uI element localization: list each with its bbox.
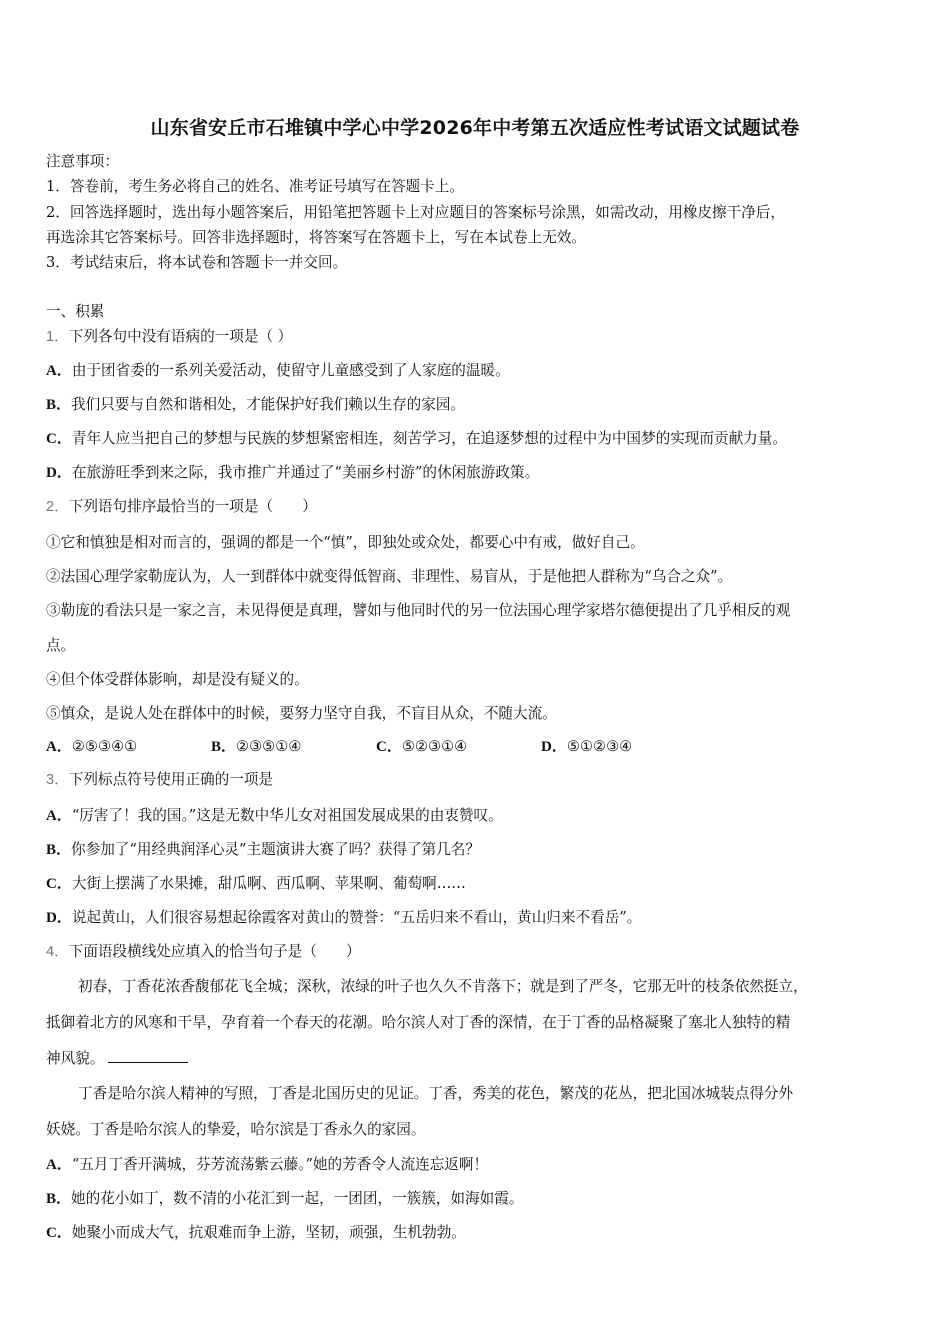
question-number: 1． — [46, 329, 69, 345]
question-2-stem — [46, 497, 317, 517]
option-text: 青年人应当把自己的梦想与民族的梦想紧密相连，刻苦学习，在追逐梦想的过程中为中国梦的实现而贡献力量。 — [71, 430, 787, 447]
option-text: 她聚小而成大气，抗艰难而争上游，坚韧，顽强，生机勃勃。 — [71, 1224, 466, 1241]
q2-sentence: ③勒庞的看法只是一家之言，未见得便是真理，譬如与他同时代的另一位法国心理学家塔尔德便提出了几乎相反的观 — [46, 602, 791, 619]
option-text: ②③⑤①④ — [236, 738, 302, 755]
option-label: D． — [46, 465, 72, 481]
notice-heading: 注意事项： — [46, 153, 119, 170]
option-text: 由于团省委的一系列关爱活动，使留守儿童感受到了人家庭的温暖。 — [71, 362, 510, 379]
q1-option-d — [46, 463, 539, 483]
option-label: C． — [46, 1225, 72, 1241]
option-text: 大街上摆满了水果摊，甜瓜啊、西瓜啊、苹果啊、葡萄啊…… — [71, 875, 466, 892]
passage-text: 神风貌。 — [46, 1050, 105, 1067]
q2-sentence: ①它和慎独是相对而言的，强调的都是一个“慎”，即独处或众处，都要心中有戒，做好自己。 — [46, 534, 645, 551]
option-label: A． — [46, 739, 72, 755]
question-text: 下列标点符号使用正确的一项是 — [68, 771, 274, 788]
option-text: 在旅游旺季到来之际，我市推广并通过了“美丽乡村游”的休闲旅游政策。 — [71, 464, 540, 481]
question-1-stem — [46, 327, 292, 347]
option-text: ⑤①②③④ — [566, 738, 633, 755]
q3-option-d — [46, 908, 641, 928]
q1-option-b — [46, 395, 465, 415]
q4-option-c — [46, 1223, 466, 1243]
option-label: B． — [46, 842, 72, 858]
option-text: 我们只要与自然和谐相处，才能保护好我们赖以生存的家园。 — [71, 396, 466, 413]
notice-item: 再选涂其它答案标号。回答非选择题时，将答案写在答题卡上，写在本试卷上无效。 — [46, 229, 586, 246]
q2-option-c — [376, 737, 541, 757]
q1-option-a — [46, 361, 510, 381]
question-4-stem — [46, 942, 361, 962]
option-text: ⑤②③①④ — [401, 738, 468, 755]
notice-item: 3．考试结束后，将本试卷和答题卡一并交回。 — [46, 254, 348, 271]
option-label: A． — [46, 363, 72, 379]
option-label: B． — [46, 1191, 72, 1207]
question-number: 2． — [46, 499, 69, 515]
answer-blank — [108, 1048, 188, 1063]
option-text: 你参加了“用经典润泽心灵”主题演讲大赛了吗？获得了第几名？ — [71, 841, 480, 858]
notice-item: 1．答卷前，考生务必将自己的姓名、准考证号填写在答题卡上。 — [46, 178, 464, 195]
q2-sentence: 点。 — [46, 637, 76, 654]
q2-sentence: ④但个体受群体影响，却是没有疑义的。 — [46, 671, 309, 688]
q2-sentence: ②法国心理学家勒庞认为，人一到群体中就变得低智商、非理性、易盲从，于是他把人群称为“乌合之众”。 — [46, 568, 733, 585]
q2-option-a — [46, 737, 211, 757]
question-number: 4． — [46, 944, 69, 960]
option-text: 说起黄山，人们很容易想起徐霞客对黄山的赞誉：“五岳归来不看山，黄山归来不看岳”。 — [71, 909, 642, 926]
q4-passage-line: 抵御着北方的风寒和干旱，孕育着一个春天的花潮。哈尔滨人对丁香的深情，在于丁香的品格凝聚了塞北人独特的精 — [46, 1014, 791, 1031]
q4-option-a — [46, 1155, 488, 1175]
q4-option-b — [46, 1189, 523, 1209]
option-text: ②⑤③④① — [71, 738, 138, 755]
question-number: 3． — [46, 772, 69, 788]
option-label: D． — [46, 910, 72, 926]
q3-option-a — [46, 806, 503, 826]
question-text: 下列语句排序最恰当的一项是（ ） — [68, 498, 317, 515]
option-text: 她的花小如丁，数不清的小花汇到一起，一团团，一簇簇，如海如霞。 — [71, 1190, 524, 1207]
section-heading: 一、积累 — [46, 303, 105, 320]
notice-item: 2．回答选择题时，选出每小题答案后，用铅笔把答题卡上对应题目的答案标号涂黑，如需改动，用橡皮擦干净后， — [46, 204, 785, 221]
question-text: 下列各句中没有语病的一项是（ ） — [68, 328, 293, 345]
q4-passage-line: 妖娆。丁香是哈尔滨人的挚爱，哈尔滨是丁香永久的家园。 — [46, 1121, 426, 1138]
option-label: B． — [46, 397, 72, 413]
q2-option-d — [541, 737, 706, 757]
q4-passage-line: 初春，丁香花浓香馥郁花飞全城；深秋，浓绿的叶子也久久不肯落下；就是到了严冬，它那无叶的枝条依然挺立， — [78, 978, 808, 995]
q2-sentence: ⑤慎众，是说人处在群体中的时候，要努力坚守自我，不盲目从众，不随大流。 — [46, 705, 557, 722]
q4-passage-line: 丁香是哈尔滨人精神的写照，丁香是北国历史的见证。丁香，秀美的花色，繁茂的花丛，把北国冰城装点得分外 — [78, 1085, 794, 1102]
option-label: C． — [46, 431, 72, 447]
option-label: C． — [376, 739, 402, 755]
page-title: 山东省安丘市石堆镇中学心中学2026年中考第五次适应性考试语文试题试卷 — [150, 117, 800, 139]
option-label: B． — [211, 739, 237, 755]
option-label: C． — [46, 876, 72, 892]
option-text: “厉害了！我的国。”这是无数中华儿女对祖国发展成果的由衷赞叹。 — [71, 807, 503, 824]
q3-option-b — [46, 840, 480, 860]
option-label: A． — [46, 1157, 72, 1173]
option-label: D． — [541, 739, 567, 755]
option-text: “五月丁香开满城，芬芳流荡紫云藤。”她的芳香令人流连忘返啊！ — [71, 1156, 489, 1173]
question-text: 下面语段横线处应填入的恰当句子是（ ） — [68, 943, 361, 960]
q3-option-c — [46, 874, 466, 894]
q2-option-b — [211, 737, 376, 757]
q2-options-row — [46, 737, 706, 757]
q4-passage-line — [46, 1048, 188, 1069]
question-3-stem — [46, 770, 273, 790]
q1-option-c — [46, 429, 787, 449]
option-label: A． — [46, 808, 72, 824]
